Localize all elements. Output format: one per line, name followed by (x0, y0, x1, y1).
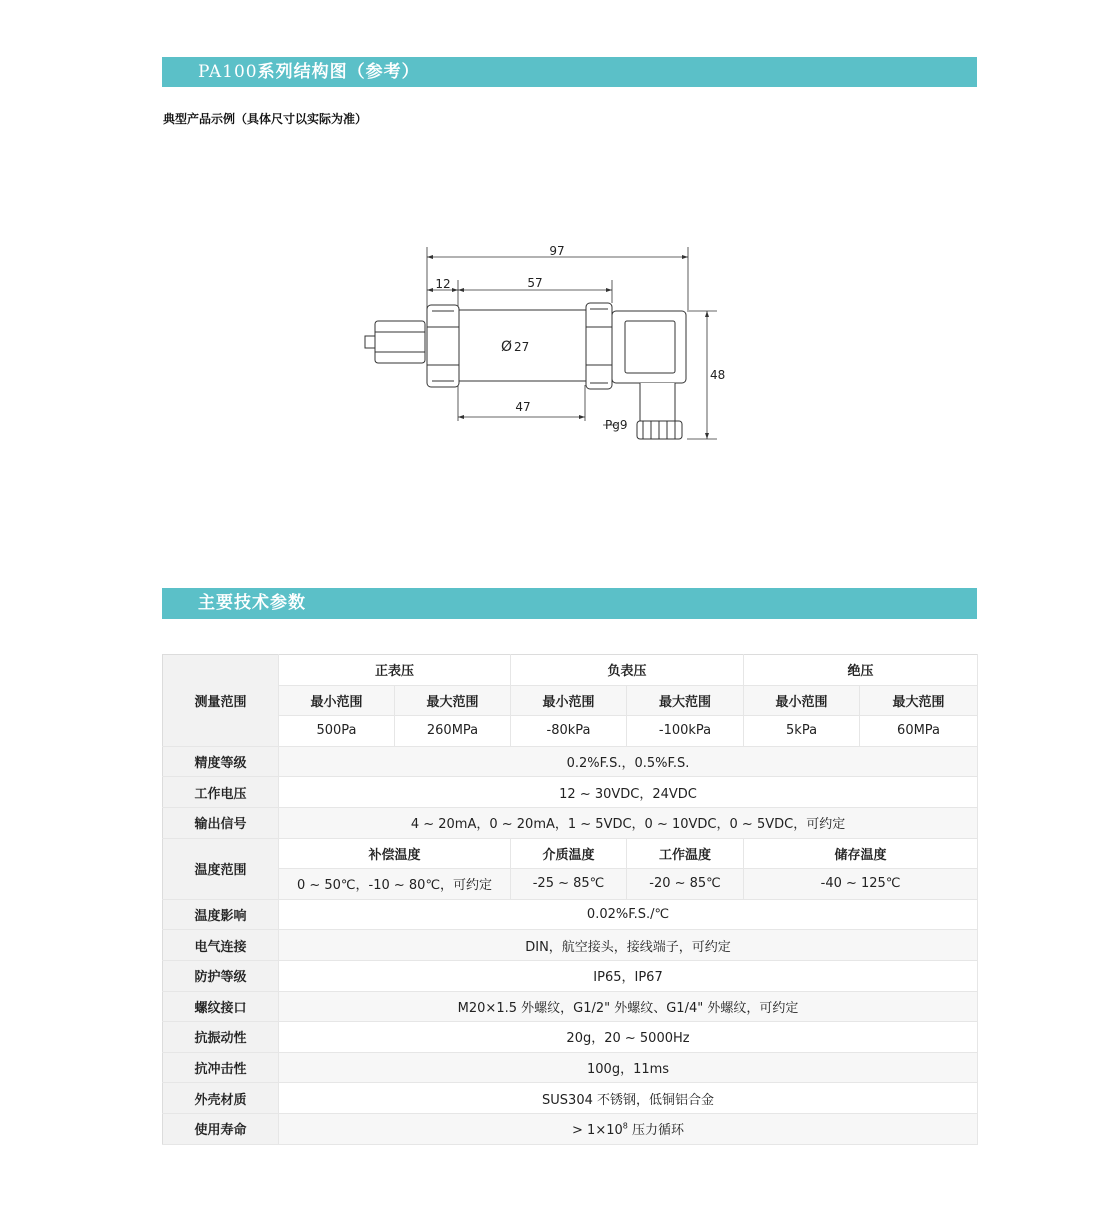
range-min-header: 最小范围 (744, 685, 860, 716)
dim-total-label: 97 (549, 244, 565, 258)
spec-table (162, 654, 978, 1145)
row-label-voltage: 工作电压 (163, 777, 279, 808)
accuracy-value: 0.2%F.S.，0.5%F.S. (279, 746, 978, 777)
row-label-thread: 螺纹接口 (163, 991, 279, 1022)
temp-header-storage: 储存温度 (744, 838, 978, 869)
life-value: > $1\times 10^8$ 压力循环 (279, 1113, 978, 1144)
temp-header-compensation: 补偿温度 (279, 838, 511, 869)
dim-height-label: 48 (710, 368, 726, 382)
row-label-electrical: 电气连接 (163, 930, 279, 961)
material-value: SUS304 不锈钢，低铜铝合金 (279, 1083, 978, 1114)
row-label-temp: 温度范围 (163, 838, 279, 899)
row-label-shock: 抗冲击性 (163, 1052, 279, 1083)
diameter-symbol: Ø (501, 339, 513, 355)
shock-value: 100g，11ms (279, 1052, 978, 1083)
range-value: 500Pa (279, 716, 395, 747)
connector-label: Pg9 (605, 418, 628, 432)
row-label-protection: 防护等级 (163, 960, 279, 991)
dim-mid-label: 57 (527, 276, 543, 290)
range-min-header: 最小范围 (511, 685, 627, 716)
row-label-output: 输出信号 (163, 807, 279, 838)
row-label-material: 外壳材质 (163, 1083, 279, 1114)
row-label-accuracy: 精度等级 (163, 746, 279, 777)
range-value: 5kPa (744, 716, 860, 747)
range-max-header: 最大范围 (860, 685, 978, 716)
temp-value-storage: -40 ~ 125℃ (744, 869, 978, 900)
range-group-gauge: 正表压 (279, 655, 511, 686)
row-label-range: 测量范围 (163, 655, 279, 747)
thread-value: M20×1.5 外螺纹，G1/2" 外螺纹、G1/4" 外螺纹，可约定 (279, 991, 978, 1022)
electrical-value: DIN，航空接头，接线端子，可约定 (279, 930, 978, 961)
temp-value-medium: -25 ~ 85℃ (511, 869, 627, 900)
dim-diameter-label: 27 (514, 340, 530, 354)
section-title-specs: 主要技术参数 (198, 593, 306, 613)
range-min-header: 最小范围 (279, 685, 395, 716)
vibration-value: 20g，20 ~ 5000Hz (279, 1022, 978, 1053)
structure-drawing (355, 235, 735, 450)
dim-left-label: 12 (435, 277, 451, 291)
row-label-life: 使用寿命 (163, 1113, 279, 1144)
temp-header-medium: 介质温度 (511, 838, 627, 869)
range-group-negative: 负表压 (511, 655, 744, 686)
range-max-header: 最大范围 (395, 685, 511, 716)
range-value: -80kPa (511, 716, 627, 747)
temp-value-compensation: 0 ~ 50℃，-10 ~ 80℃，可约定 (279, 869, 511, 900)
row-label-vibration: 抗振动性 (163, 1022, 279, 1053)
temp-header-working: 工作温度 (627, 838, 744, 869)
voltage-value: 12 ~ 30VDC，24VDC (279, 777, 978, 808)
range-value: -100kPa (627, 716, 744, 747)
sensor-body (365, 303, 686, 439)
dim-bottom-label: 47 (515, 400, 531, 414)
range-value: 260MPa (395, 716, 511, 747)
temp-effect-value: 0.02%F.S./℃ (279, 899, 978, 930)
section-header-structure (162, 57, 977, 87)
section-title-structure: PA100系列结构图（参考） (198, 62, 420, 82)
drawing-subtitle: 典型产品示例（具体尺寸以实际为准） (163, 112, 368, 126)
range-group-absolute: 绝压 (744, 655, 978, 686)
range-value: 60MPa (860, 716, 978, 747)
protection-value: IP65，IP67 (279, 960, 978, 991)
temp-value-working: -20 ~ 85℃ (627, 869, 744, 900)
row-label-temp-effect: 温度影响 (163, 899, 279, 930)
output-value: 4 ~ 20mA，0 ~ 20mA，1 ~ 5VDC，0 ~ 10VDC，0 ~ 5VDC，可约定 (279, 807, 978, 838)
range-max-header: 最大范围 (627, 685, 744, 716)
section-header-specs (162, 588, 977, 619)
